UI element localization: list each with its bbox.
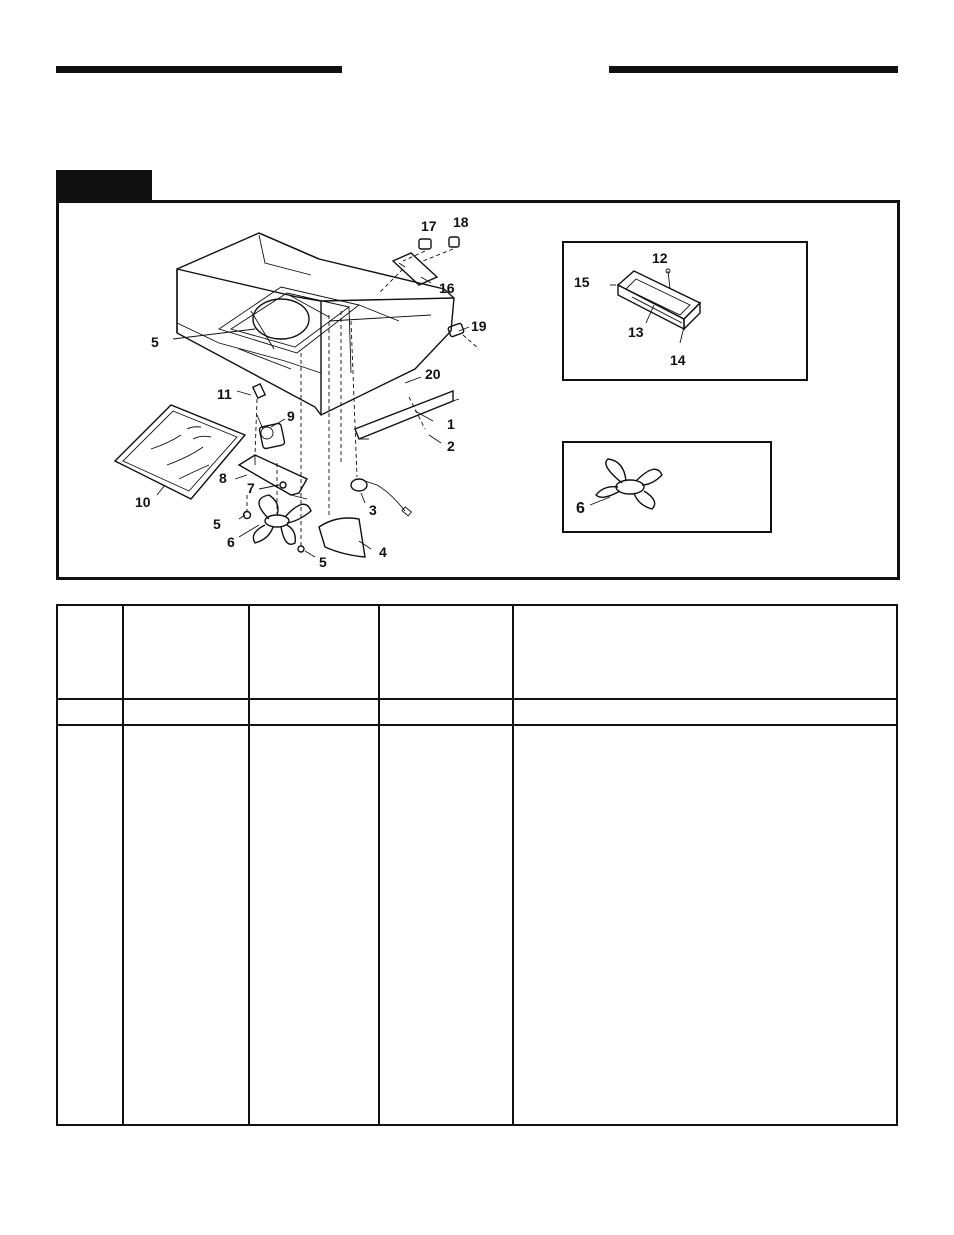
callout-5-bottom: 5 [319,554,327,570]
fan-blade-inset [562,441,772,533]
column-divider-3 [378,606,380,1124]
column-divider-2 [248,606,250,1124]
callout-15: 15 [574,274,590,290]
header-divider-top [58,698,896,700]
part-11-clip [253,384,265,398]
parts-list-table [56,604,898,1126]
part-1-light-cover [355,391,459,439]
part-17-knob [419,239,431,249]
callout-9: 9 [287,408,295,424]
column-divider-1 [122,606,124,1124]
callout-11: 11 [217,386,232,402]
header-rule-right [609,66,898,73]
callout-5-upper: 5 [151,334,159,350]
light-assembly-inset [562,241,808,381]
part-6-fan-blade [253,495,311,544]
callout-10: 10 [135,494,151,510]
callout-12: 12 [652,250,668,266]
callout-6-inset: 6 [576,500,585,517]
callout-13: 13 [628,324,644,340]
callout-7: 7 [247,480,255,496]
header-rule-left [56,66,342,73]
header-divider-bottom [58,724,896,726]
callout-18: 18 [453,214,469,230]
callout-17: 17 [421,218,437,234]
callout-20: 20 [425,366,441,382]
callout-2: 2 [447,438,455,454]
callout-19: 19 [471,318,487,334]
callout-5-left: 5 [213,516,221,532]
callout-16: 16 [439,280,455,296]
part-5-nut-bottom [298,546,304,552]
fan-blade-diagram [564,443,770,531]
callout-4: 4 [379,544,387,560]
part-3-capacitor [351,479,411,516]
callout-8: 8 [219,470,227,486]
exploded-view-panel [56,200,900,580]
column-divider-4 [512,606,514,1124]
figure-tab [56,170,152,202]
callout-3: 3 [369,502,377,518]
callout-14: 14 [670,352,686,368]
part-18-knob [449,237,459,247]
part-7-washer [280,482,286,488]
callout-1: 1 [447,416,455,432]
light-assembly-diagram [564,243,806,379]
callout-6: 6 [227,534,235,550]
part-4-duct-cover [319,518,365,557]
part-9-motor [257,415,285,449]
